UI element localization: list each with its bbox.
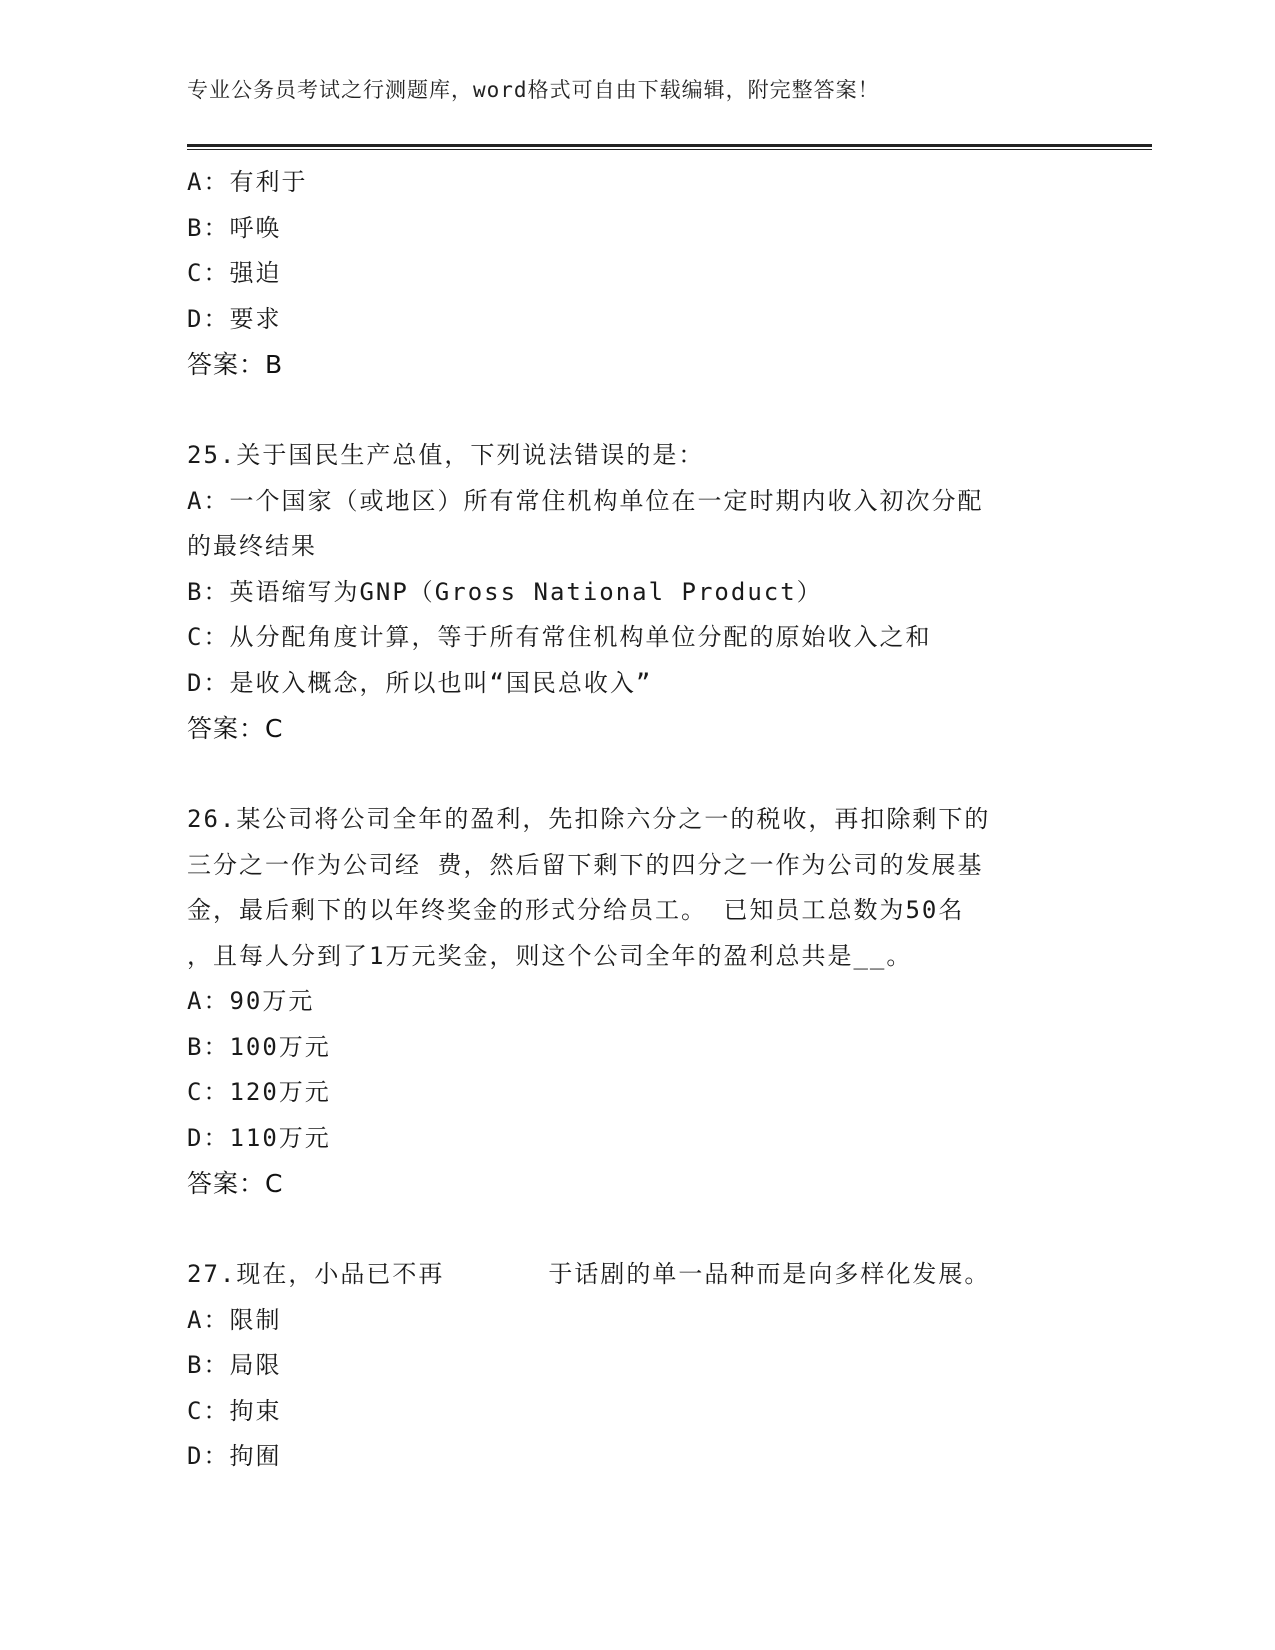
spacer — [187, 1207, 1087, 1253]
option-a: A：有利于 — [187, 168, 308, 196]
question-stem-line-1: 26.某公司将公司全年的盈利，先扣除六分之一的税收，再扣除剩下的 — [187, 805, 991, 833]
option-a-continued: 的最终结果 — [187, 532, 317, 560]
question-content — [187, 160, 1087, 1480]
option-a: A：一个国家（或地区）所有常住机构单位在一定时期内收入初次分配 — [187, 486, 984, 515]
page-header: 专业公务员考试之行测题库，word格式可自由下载编辑，附完整答案！ — [187, 78, 880, 102]
option-c: C：从分配角度计算，等于所有常住机构单位分配的原始收入之和 — [187, 623, 932, 651]
header-rule-thin — [187, 149, 1152, 150]
option-d: D：要求 — [187, 304, 282, 333]
option-b: B：局限 — [187, 1351, 282, 1379]
question-stem: 27.现在，小品已不再 于话剧的单一品种而是向多样化发展。 — [187, 1260, 991, 1288]
spacer — [187, 388, 1087, 434]
option-c: C：强迫 — [187, 259, 282, 287]
option-d: D：拘囿 — [187, 1442, 282, 1470]
option-d: D：110万元 — [187, 1123, 331, 1152]
option-b: B：呼唤 — [187, 213, 282, 242]
spacer — [187, 752, 1087, 798]
question-stem-line-2: 三分之一作为公司经 费，然后留下剩下的四分之一作为公司的发展基 — [187, 850, 984, 879]
answer: 答案：B — [187, 350, 284, 379]
question-stem: 25.关于国民生产总值，下列说法错误的是： — [187, 441, 705, 469]
header-rule-thick — [187, 144, 1152, 147]
answer: 答案：C — [187, 714, 284, 743]
option-d: D：是收入概念，所以也叫“国民总收入” — [187, 668, 653, 697]
question-25 — [187, 433, 1087, 752]
option-b: B：100万元 — [187, 1032, 331, 1061]
question-24 — [187, 160, 1087, 388]
question-stem-line-4: ，且每人分到了1万元奖金，则这个公司全年的盈利总共是__。 — [187, 941, 913, 970]
option-c: C：拘束 — [187, 1396, 282, 1425]
question-27 — [187, 1252, 1087, 1480]
question-26 — [187, 797, 1087, 1207]
option-b: B：英语缩写为GNP（Gross National Product） — [187, 577, 823, 606]
question-stem-line-3: 金，最后剩下的以年终奖金的形式分给员工。 已知员工总数为50名 — [187, 896, 965, 924]
answer: 答案：C — [187, 1169, 284, 1198]
option-a: A：90万元 — [187, 987, 315, 1015]
option-a: A：限制 — [187, 1305, 282, 1334]
option-c: C：120万元 — [187, 1078, 331, 1106]
